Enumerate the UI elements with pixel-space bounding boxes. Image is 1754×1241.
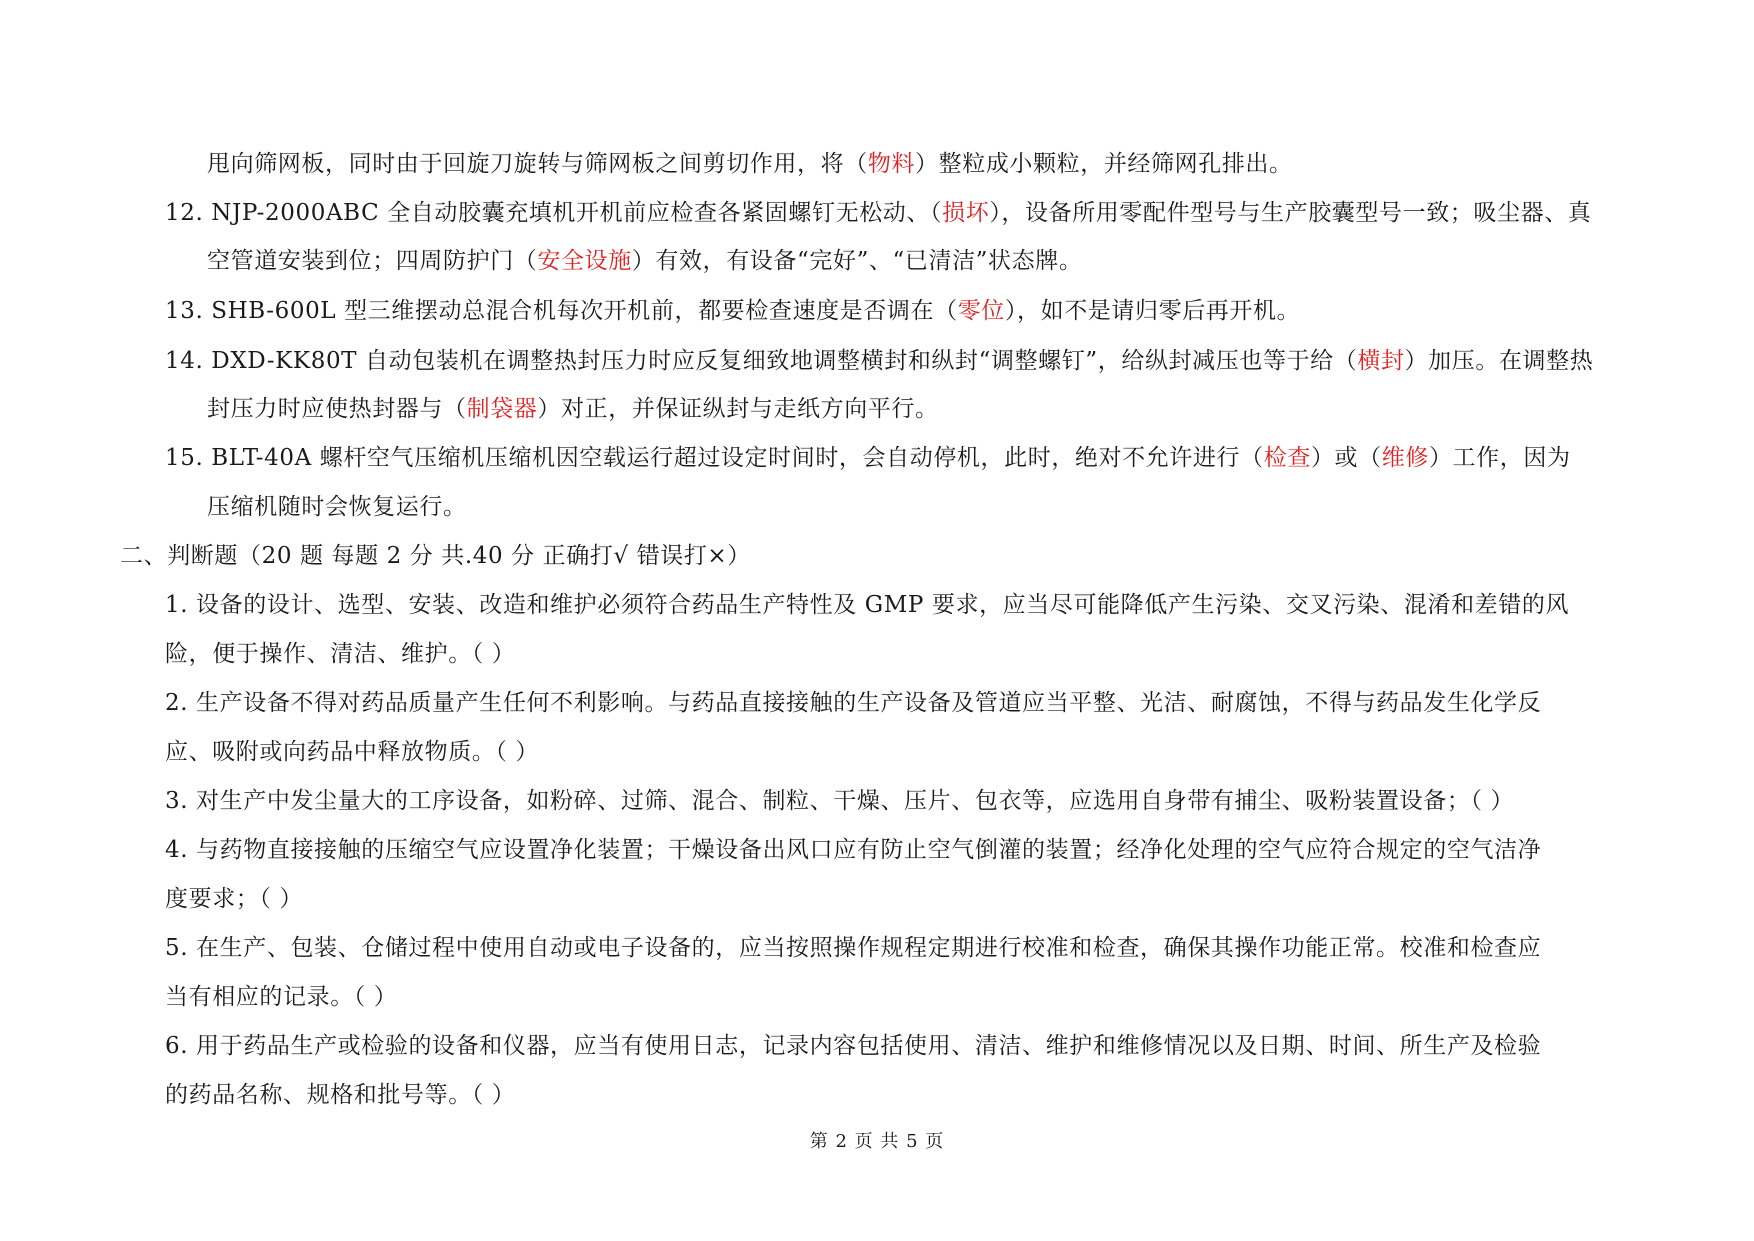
q14-line-1 — [165, 346, 1593, 376]
q13-text: 13. SHB-600L 型三维摆动总混合机每次开机前，都要检查速度是否调在（ — [165, 298, 958, 324]
q12-text-end: ）有效，有设备“完好”、“已清洁”状态牌。 — [631, 248, 1083, 274]
tf-item-5-line-2: 当有相应的记录。（ ） — [165, 984, 398, 1010]
q14-text-end: ）对正，并保证纵封与走纸方向平行。 — [537, 396, 939, 422]
q15-line-2 — [207, 492, 467, 522]
q12-text-mid: ），设备所用零配件型号与生产胶囊型号一致；吸尘器、真 — [989, 200, 1592, 226]
q14-text-mid: ）加压。在调整热 — [1404, 348, 1594, 374]
q15-line-1 — [165, 443, 1571, 473]
q15-answer-1: 检查 — [1263, 445, 1311, 471]
tf-item-4-line-2: 度要求；（ ） — [165, 886, 304, 912]
page-footer: 第 2 页 共 5 页 — [809, 1131, 945, 1152]
q13-text-end: ），如不是请归零后再开机。 — [1004, 298, 1301, 324]
q12-text: 12. NJP-2000ABC 全自动胶囊充填机开机前应检查各紧固螺钉无松动、（ — [165, 200, 943, 226]
q11-text: 甩向筛网板，同时由于回旋刀旋转与筛网板之间剪切作用，将（ — [207, 151, 868, 177]
tf-item-5-line-1: 5. 在生产、包装、仓储过程中使用自动或电子设备的，应当按照操作规程定期进行校准和检查，确保其操作功能正常。校准和检查应 — [165, 935, 1542, 961]
section-two-heading: 二、判断题（20 题 每题 2 分 共.40 分 正确打√ 错误打×） — [120, 543, 751, 569]
tf-item-4-line-1: 4. 与药物直接接触的压缩空气应设置净化装置；干燥设备出风口应有防止空气倒灌的装置；经净化处理的空气应符合规定的空气洁净 — [165, 837, 1542, 863]
q11-continuation-line — [207, 149, 1293, 179]
tf-item-2-line-1: 2. 生产设备不得对药品质量产生任何不利影响。与药品直接接触的生产设备及管道应当平整、光洁、耐腐蚀，不得与药品发生化学反 — [165, 690, 1542, 716]
q12-line-1 — [165, 198, 1591, 228]
q13-answer: 零位 — [957, 298, 1005, 324]
q15-text-mid-2: ）工作，因为 — [1428, 445, 1571, 471]
q14-answer-2: 制袋器 — [466, 396, 538, 422]
q12-text-2: 空管道安装到位；四周防护门（ — [207, 248, 538, 274]
tf-item-3-line-1: 3. 对生产中发尘量大的工序设备，如粉碎、过筛、混合、制粒、干燥、压片、包衣等，应选用自身带有捕尘、吸粉装置设备；（ ） — [165, 788, 1515, 814]
q15-text-mid: ）或（ — [1310, 445, 1382, 471]
tf-item-6-line-1: 6. 用于药品生产或检验的设备和仪器，应当有使用日志，记录内容包括使用、清洁、维护和维修情况以及日期、时间、所生产及检验 — [165, 1033, 1542, 1059]
q14-text-2: 封压力时应使热封器与（ — [207, 396, 467, 422]
q14-text: 14. DXD-KK80T 自动包装机在调整热封压力时应反复细致地调整横封和纵封“调整螺钉”，给纵封减压也等于给（ — [165, 348, 1358, 374]
q15-text: 15. BLT-40A 螺杆空气压缩机压缩机因空载运行超过设定时间时，会自动停机，此时，绝对不允许进行（ — [165, 445, 1264, 471]
tf-item-2-line-2: 应、吸附或向药品中释放物质。（ ） — [165, 739, 540, 765]
q11-answer: 物料 — [867, 151, 916, 177]
q11-text-end: ）整粒成小颗粒，并经筛网孔排出。 — [915, 151, 1293, 177]
q14-answer-1: 横封 — [1357, 348, 1405, 374]
q15-answer-2: 维修 — [1381, 445, 1429, 471]
q14-line-2 — [207, 394, 939, 424]
q12-answer-1: 损坏 — [942, 200, 990, 226]
tf-item-6-line-2: 的药品名称、规格和批号等。（ ） — [165, 1082, 516, 1108]
q13-line — [165, 296, 1300, 326]
q12-line-2 — [207, 246, 1082, 276]
q12-answer-2: 安全设施 — [537, 248, 632, 274]
tf-item-1-line-1: 1. 设备的设计、选型、安装、改造和维护必须符合药品生产特性及 GMP 要求，应当尽可能降低产生污染、交叉污染、混淆和差错的风 — [165, 592, 1570, 618]
q15-text-end: 压缩机随时会恢复运行。 — [207, 494, 467, 520]
tf-item-1-line-2: 险，便于操作、清洁、维护。（ ） — [165, 641, 516, 667]
